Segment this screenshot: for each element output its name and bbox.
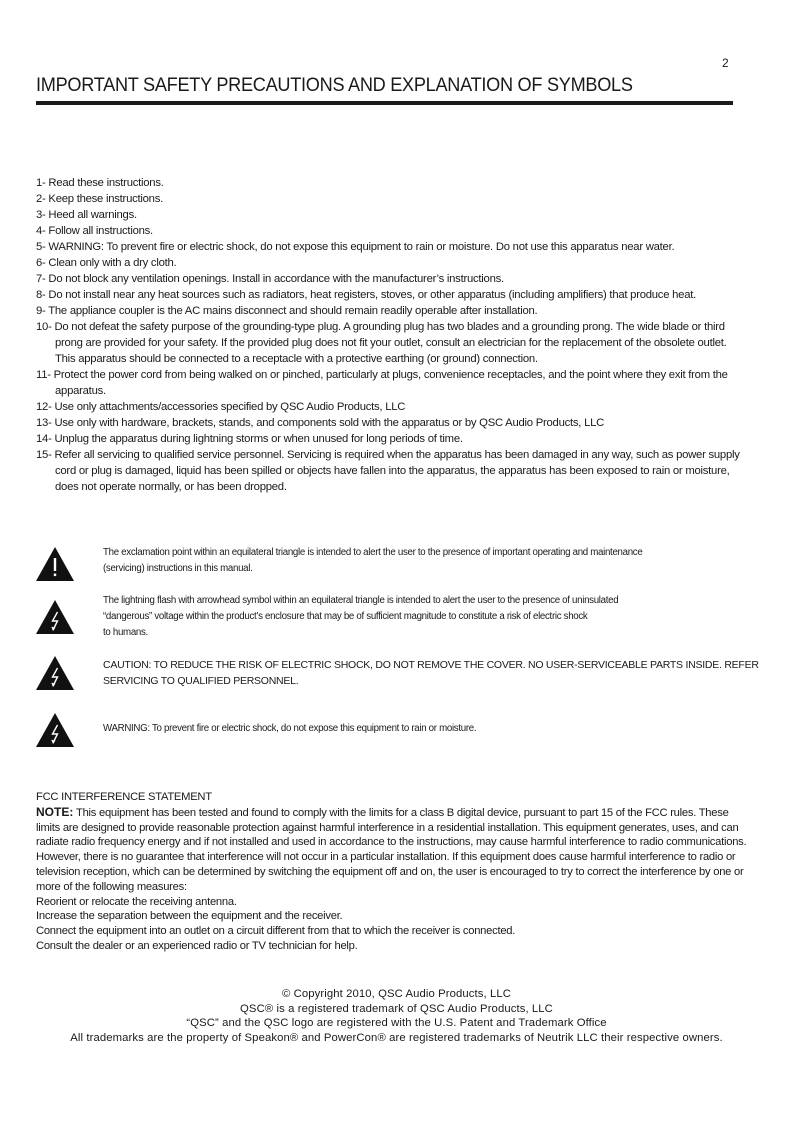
lightning-triangle-icon (36, 656, 74, 690)
list-item: 14- Unplug the apparatus during lightning storms or when unused for long periods of time. (36, 433, 463, 445)
copyright-footer: © Copyright 2010, QSC Audio Products, LLC QSC® is a registered trademark of QSC Audio Products, LLC “QSC” and the QSC logo are registered with the U.S. Patent and Trademark Office All trademarks are the property of Speakon® and PowerCon® are registered trademarks of Neutrik LLC their respective owners. (70, 988, 723, 1044)
fcc-note: NOTE: This equipment has been tested and found to comply with the limits for a class B digital device, pursuant to part 15 of the FCC rules. These (36, 804, 729, 819)
list-item: 12- Use only attachments/accessories specified by QSC Audio Products, LLC (36, 401, 406, 413)
symbol-description-lightning: The lightning flash with arrowhead symbol within an equilateral triangle is intended to alert the user to the presence of uninsulated “dangerous” voltage within the product’s enclosure that may be of sufficient magnitude to constitute a risk of electric shock to humans. (103, 595, 619, 638)
list-item: 15- Refer all servicing to qualified service personnel. Servicing is required when the apparatus has been damaged in any way, such as power supply cord or plug is damaged, liquid has been spilled or objects have fallen into the apparatus, the apparatus has been exposed to rain or moisture, does not operate normally, or has been dropped. (36, 449, 740, 493)
safety-instructions-list (36, 175, 756, 495)
list-item: 1- Read these instructions. (36, 177, 164, 189)
list-item: 8- Do not install near any heat sources such as radiators, heat registers, stoves, or other apparatus (including amplifiers) that produce heat. (36, 289, 697, 301)
list-item: 7- Do not block any ventilation openings. Install in accordance with the manufacturer’s instructions. (36, 273, 504, 285)
page-title: IMPORTANT SAFETY PRECAUTIONS AND EXPLANATION OF SYMBOLS (36, 74, 633, 96)
fcc-heading: FCC INTERFERENCE STATEMENT (36, 791, 212, 803)
title-rule (36, 101, 733, 105)
lightning-triangle-icon (36, 600, 74, 634)
list-item: 5- WARNING: To prevent fire or electric shock, do not expose this equipment to rain or moisture. Do not use this apparatus near water. (36, 241, 675, 253)
caution-statement: CAUTION: TO REDUCE THE RISK OF ELECTRIC SHOCK, DO NOT REMOVE THE COVER. NO USER-SERVICEABLE PARTS INSIDE. REFER SERVICING TO QUALIFIED PERSONNEL. (103, 659, 759, 687)
symbol-description-exclamation: The exclamation point within an equilateral triangle is intended to alert the user to the presence of important operating and maintenance (servicing) instructions in this manual. (103, 547, 643, 574)
exclamation-triangle-icon (36, 547, 74, 581)
list-item: 6- Clean only with a dry cloth. (36, 257, 177, 269)
lightning-triangle-icon (36, 713, 74, 747)
list-item: 13- Use only with hardware, brackets, stands, and components sold with the apparatus or by QSC Audio Products, LLC (36, 417, 605, 429)
list-item: 3- Heed all warnings. (36, 209, 137, 221)
list-item: 11- Protect the power cord from being walked on or pinched, particularly at plugs, convenience receptacles, and the point where they exit from the apparatus. (36, 369, 728, 397)
fcc-interference-statement: FCC INTERFERENCE STATEMENT NOTE: This equipment has been tested and found to comply with the limits for a class B digital device, pursuant to part 15 of the FCC rules. These limits are designed to provide reasonable protection against harmful interference in a residential installation. This equipment generates, uses, and can radiate radio frequency energy and if not installed and used in accordance to the instructions, may cause harmful interference to radio communications. However, there is no guarantee that interference will not occur in a particular installation. If this equipment does cause harmful interference to radio or television reception, which can be determined by switching the equipment off and on, the user is encouraged to try to correct the interference by one or more of the following measures: Reorient or relocate the receiving antenna. Increase the separation between the equipment and the receiver. Connect the equipment into an outlet on a circuit different from that to which the receiver is connected. Consult the dealer or an experienced radio or TV technician for help. (36, 790, 771, 954)
list-item: 10- Do not defeat the safety purpose of the grounding-type plug. A grounding plug has two blades and a grounding prong. The wide blade or third prong are provided for your safety. If the provided plug does not fit your outlet, consult an electrician for the replacement of the obsolete outlet. This apparatus should be connected to a receptacle with a protective earthing (or ground) connection. (36, 321, 727, 365)
list-item: 9- The appliance coupler is the AC mains disconnect and should remain readily operable after installation. (36, 305, 538, 317)
page-number: 2 (722, 56, 729, 70)
note-label: NOTE: (36, 804, 74, 819)
list-item: 2- Keep these instructions. (36, 193, 164, 205)
warning-statement: WARNING: To prevent fire or electric shock, do not expose this equipment to rain or moisture. (103, 723, 477, 734)
list-item: 4- Follow all instructions. (36, 225, 153, 237)
